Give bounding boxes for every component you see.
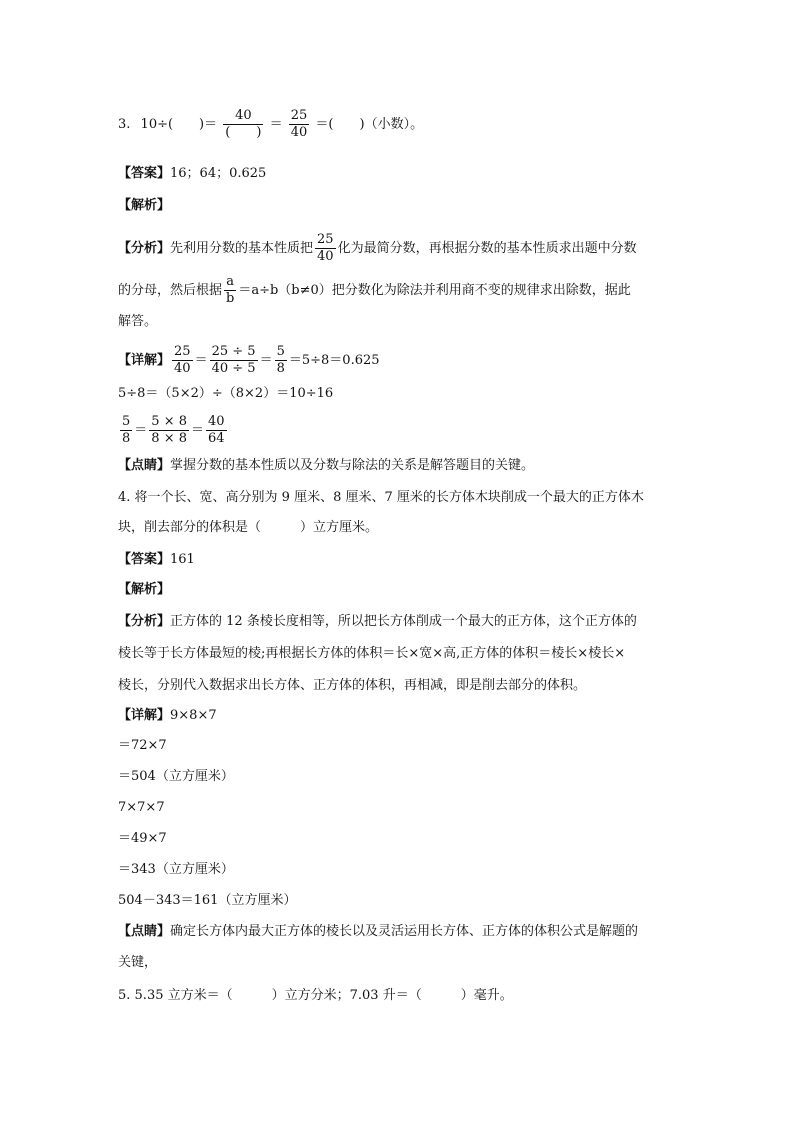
xiangjie-label: 【详解】 <box>118 708 171 723</box>
q3-frac2-den: 40 <box>290 125 308 140</box>
q5-line: 5. 5.35 立方米＝（ ）立方分米；7.03 升＝（ ）毫升。 <box>118 988 513 1003</box>
q4-line2: 块，削去部分的体积是（ ）立方厘米。 <box>118 520 379 535</box>
xj-frac2-den: 40 ÷ 5 <box>211 361 256 376</box>
xj-frac1-den: 40 <box>174 361 191 376</box>
xj-frac1-num: 25 <box>174 344 191 359</box>
xj3-eq-1: ＝ <box>134 423 148 438</box>
q4-fenxi-line2: 棱长等于长方体最短的棱;再根据长方体的体积＝长×宽×高,正方体的体积＝棱长×棱长× <box>118 646 626 661</box>
fenxi-ab-num: a <box>224 274 236 291</box>
xj-frac2-num: 25 ÷ 5 <box>211 344 256 359</box>
q3-dianjing <box>118 456 534 476</box>
q3-expr-start: 10÷( )＝ <box>140 117 218 132</box>
calc-step: ＝72×7 <box>118 738 167 753</box>
dianjing-label: 【点睛】 <box>118 924 171 939</box>
xj3-frac3-num: 40 <box>208 414 225 429</box>
xj3-frac1-num: 5 <box>122 414 131 429</box>
fenxi-ab-frac <box>224 274 236 307</box>
q4-xiangjie-line1 <box>118 706 217 726</box>
fenxi-frac-den: 40 <box>317 249 334 264</box>
xj3-frac3-den: 64 <box>208 431 225 446</box>
q3-eq: ＝ <box>269 117 283 132</box>
q4-dianjing-line2: 关键， <box>118 955 158 970</box>
xj3-frac2-den: 8 × 8 <box>151 431 187 446</box>
q3-xiangjie-line3 <box>118 414 229 447</box>
xj3-frac2 <box>149 414 189 447</box>
xj3-frac1-den: 8 <box>122 431 131 446</box>
fenxi-text-a: 先利用分数的基本性质把 <box>170 241 314 256</box>
xj-frac3-den: 8 <box>276 361 285 376</box>
calc-step: ＝343（立方厘米） <box>118 862 234 877</box>
xj3-frac2-num: 5 × 8 <box>151 414 187 429</box>
xj-frac3 <box>275 344 287 377</box>
answer-text: 16；64；0.625 <box>170 166 267 181</box>
q3-fenxi-line3: 解答。 <box>118 314 158 329</box>
fenxi-frac <box>315 232 336 265</box>
fenxi-text-d: ＝a÷b（b≠0）把分数化为除法并利用商不变的规律求出除数，据此 <box>238 283 631 298</box>
q4-dianjing-line1 <box>118 922 638 942</box>
q3-frac1-num: 40 <box>223 108 263 125</box>
q3-frac2-num: 25 <box>290 108 308 123</box>
q4-answer <box>118 550 195 570</box>
calc-step: 504－343＝161（立方厘米） <box>118 893 297 908</box>
q3-answer <box>118 164 266 184</box>
answer-label: 【答案】 <box>118 166 171 181</box>
fenxi-ab-den: b <box>226 291 235 306</box>
calc-step: 9×8×7 <box>170 708 217 723</box>
xj-frac3-num: 5 <box>276 344 285 359</box>
q3-fenxi-line1 <box>118 232 637 265</box>
calc-step: 7×7×7 <box>118 800 165 815</box>
xj3-frac3 <box>206 414 227 447</box>
q3-question <box>118 108 423 141</box>
q3-frac2 <box>289 108 310 141</box>
fenxi-label: 【分析】 <box>118 614 171 629</box>
q3-xiangjie-line2: 5÷8＝（5×2）÷（8×2）＝10÷16 <box>118 386 334 401</box>
fenxi-frac-num: 25 <box>317 232 334 247</box>
xj-frac1 <box>172 344 193 377</box>
answer-label: 【答案】 <box>118 552 171 567</box>
calc-step: ＝504（立方厘米） <box>118 769 234 784</box>
answer-text: 161 <box>170 552 195 567</box>
dianjing-label: 【点睛】 <box>118 458 171 473</box>
q3-frac1-den: ( ) <box>225 125 262 140</box>
xj3-eq-2: ＝ <box>191 423 205 438</box>
xj-frac2 <box>210 344 258 377</box>
q3-analysis-label: 【解析】 <box>118 198 171 213</box>
q3-number: 3. <box>118 117 131 132</box>
dianjing-text: 掌握分数的基本性质以及分数与除法的关系是解答题目的关键。 <box>170 458 535 473</box>
xj3-frac1 <box>120 414 132 447</box>
fenxi-text: 正方体的 12 条棱长度相等，所以把长方体削成一个最大的正方体，这个正方体的 <box>170 614 637 629</box>
xj-tail: ＝5÷8＝0.625 <box>288 353 380 368</box>
q3-frac1 <box>223 108 263 141</box>
q3-expr-end: ＝( )（小数）。 <box>315 117 424 132</box>
q4-fenxi-line3: 棱长，分别代入数据求出长方体、正方体的体积，再相减，即是削去部分的体积。 <box>118 678 587 693</box>
q4-line1: 4. 将一个长、宽、高分别为 9 厘米、8 厘米、7 厘米的长方体木块削成一个最大的正方体木 <box>118 490 644 505</box>
q3-xiangjie-line1 <box>118 344 380 377</box>
xj-eq-1: ＝ <box>194 353 208 368</box>
fenxi-text-c: 的分母，然后根据 <box>118 283 223 298</box>
q4-analysis-label: 【解析】 <box>118 582 171 597</box>
fenxi-label: 【分析】 <box>118 241 171 256</box>
dianjing-text: 确定长方体内最大正方体的棱长以及灵活运用长方体、正方体的体积公式是解题的 <box>170 924 639 939</box>
xj-eq-2: ＝ <box>259 353 273 368</box>
xiangjie-label: 【详解】 <box>118 353 171 368</box>
q4-fenxi-line1 <box>118 612 637 632</box>
q3-fenxi-line2 <box>118 274 631 307</box>
calc-step: ＝49×7 <box>118 831 167 846</box>
fenxi-text-b: 化为最简分数，再根据分数的基本性质求出题中分数 <box>337 241 637 256</box>
